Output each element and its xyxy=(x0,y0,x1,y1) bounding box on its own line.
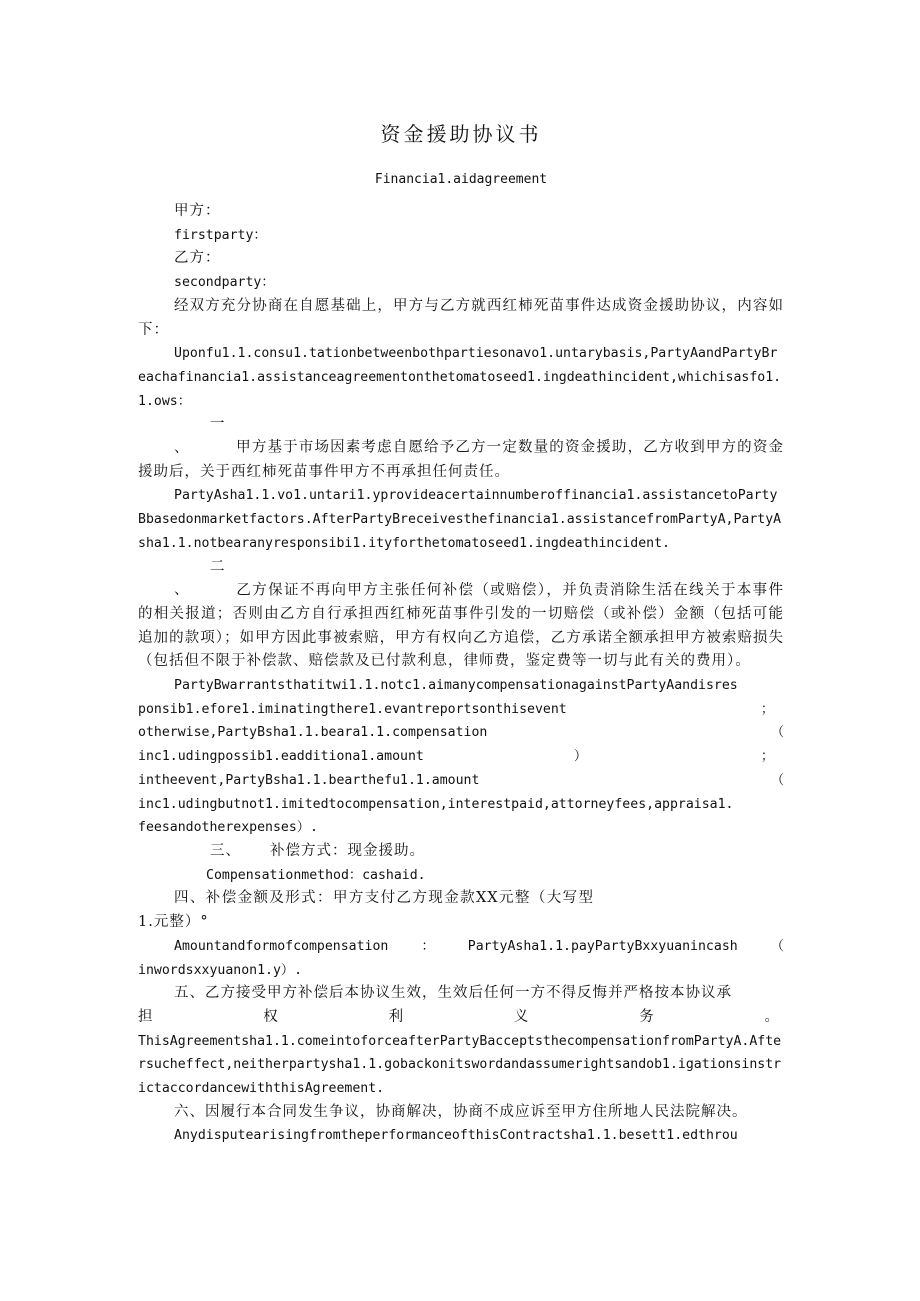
clause-2-en-frag: inc1.udingpossib1.eadditiona1.amount xyxy=(138,749,424,765)
clause-1-text-cn: 甲方基于市场因素考虑自愿给予乙方一定数量的资金援助，乙方收到甲方的资金援助后，关于西红柿死苗事件甲方不再承担任何责任。 xyxy=(138,440,784,480)
clause-2-number: 二、 xyxy=(174,558,226,599)
clause-2-en-line: PartyBwarrantsthatitwi1.1.notc1.aimanycompensationagainstPartyAandisres xyxy=(174,678,738,694)
clause-4-en-frag: ： xyxy=(421,938,435,954)
clause-4-en-frag: Amountandformofcompensation xyxy=(174,938,389,954)
clause-3-en: Compensationmethod：cashaid. xyxy=(206,867,426,883)
clause-2-en-frag: ； xyxy=(760,749,774,765)
clause-1-en: PartyAsha1.1.vo1.untari1.yprovideacertainnumberoffinancia1.assistancetoPartyBbasedonmarketfactors.AfterPartyBreceivesthefinancia1.assistancefromPartyA,PartyAsha1.1.notbearanyresponsibi1.ityforthetomatoseed1.ingdeathincident. xyxy=(138,488,782,551)
clause-6-cn xyxy=(138,1101,784,1125)
clause-2-en-line: inc1.udingbutnot1.imitedtocompensation,interestpaid,attorneyfees,appraisa1. xyxy=(138,796,734,812)
clause-2-en-frag: otherwise,PartyBsha1.1.beara1.1.compensation xyxy=(138,725,488,741)
clause-4-text-cn: 补偿金额及形式：甲方支付乙方现金款XX元整（大写型1.元整）° xyxy=(138,890,594,931)
clause-6-text-cn: 因履行本合同发生争议，协商解决，协商不成应诉至甲方住所地人民法院解决。 xyxy=(205,1103,748,1120)
clause-5-number: 五、 xyxy=(174,985,205,1002)
party-b-label-cn: 乙方： xyxy=(174,250,221,267)
clause-2-en-line xyxy=(138,745,784,769)
document-subtitle: Financia1.aidagreement xyxy=(374,172,548,187)
clause-1-cn xyxy=(138,413,784,484)
clause-4-en xyxy=(138,935,784,982)
clause-4-en-line xyxy=(138,935,784,959)
clause-2-en-line xyxy=(138,698,784,722)
clause-4-cn xyxy=(138,887,784,934)
clause-5-spread-char: 。 xyxy=(764,1008,780,1025)
clause-4-en-frag: PartyAsha1.1.payPartyBxxyuanincash xyxy=(467,938,738,954)
clause-3-number: 三、 xyxy=(210,842,241,859)
clause-2-en-line xyxy=(138,721,784,745)
clause-6-en: AnydisputearisingfromtheperformanceofthisContractsha1.1.besett1.edthrou xyxy=(174,1128,738,1144)
clause-1-number: 一、 xyxy=(174,416,226,457)
clause-5-cn xyxy=(138,982,784,1006)
clause-4-en-line: inwordsxxyuanon1.y）. xyxy=(138,962,303,978)
clause-4-en-frag: （ xyxy=(770,938,784,954)
clause-5-spread-char: 务 xyxy=(639,1008,655,1025)
clause-2-cn xyxy=(138,556,784,675)
clause-5-spread-char: 担 xyxy=(138,1008,154,1025)
clause-2-en-line: feesandotherexpenses）. xyxy=(138,820,318,836)
clause-5-spread-char: 义 xyxy=(513,1008,530,1025)
clause-5-en: ThisAgreementsha1.1.comeintoforceafterPartyBacceptsthecompensationfromPartyA.Aftersucheffect,neitherpartysha1.1.gobackonitswordandassumerightsandob1.igationsinstrictaccordancewiththisAgreement. xyxy=(138,1033,782,1097)
clause-5-cn-spread xyxy=(138,1006,784,1030)
clause-5-text-cn: 乙方接受甲方补偿后本协议生效，生效后任何一方不得反悔并严格按本协议承 xyxy=(205,985,732,1002)
clause-5-spread-char: 权 xyxy=(263,1008,279,1025)
clause-6-number: 六、 xyxy=(174,1103,205,1120)
clause-4-number: 四、 xyxy=(174,890,206,907)
document-body xyxy=(138,200,784,1148)
clause-2-en-frag: （ xyxy=(770,725,784,741)
document-title: 资金援助协议书 xyxy=(380,122,542,146)
party-a-label-cn: 甲方： xyxy=(174,203,221,219)
preamble-en: Uponfu1.1.consu1.tationbetweenbothpartiesonavo1.untarybasis,PartyAandPartyBreachafinancia1.assistanceagreementonthetomatoseed1.ingdeathincident,whichisasfo1.1.ows： xyxy=(138,346,782,409)
clause-2-text-cn: 乙方保证不再向甲方主张任何补偿（或赔偿），并负责消除生活在线关于本事件的相关报道；否则由乙方自行承担西红柿死苗事件引发的一切赔偿（或补偿）金额（包括可能追加的款项）；如甲方因此事被索赔，甲方有权向乙方追偿，乙方承诺全额承担甲方被索赔损失（包括但不限于补偿款、赔偿款及已付款利息，律师费，鉴定费等一切与此有关的费用）。 xyxy=(138,582,784,670)
clause-3-cn xyxy=(138,840,784,864)
clause-2-en-frag: ） xyxy=(573,749,588,765)
clause-2-en-frag: ； xyxy=(760,701,774,717)
party-b-label-en: secondparty： xyxy=(174,275,275,291)
clause-2-en-frag: （ xyxy=(770,772,784,788)
clause-3-text-cn: 补偿方式：现金援助。 xyxy=(270,842,425,859)
party-a-label-en: firstparty： xyxy=(174,227,267,243)
clause-2-en-frag: ponsib1.efore1.iminatingthere1.evantreportsonthisevent xyxy=(138,701,567,717)
clause-5-spread-char: 利 xyxy=(388,1008,405,1025)
clause-2-en-frag: intheevent,PartyBsha1.1.bearthefu1.1.amount xyxy=(138,772,480,788)
clause-2-en-line xyxy=(138,769,784,793)
preamble-cn: 经双方充分协商在自愿基础上，甲方与乙方就西红柿死苗事件达成资金援助协议，内容如下： xyxy=(138,297,784,338)
clause-2-en xyxy=(138,674,784,840)
